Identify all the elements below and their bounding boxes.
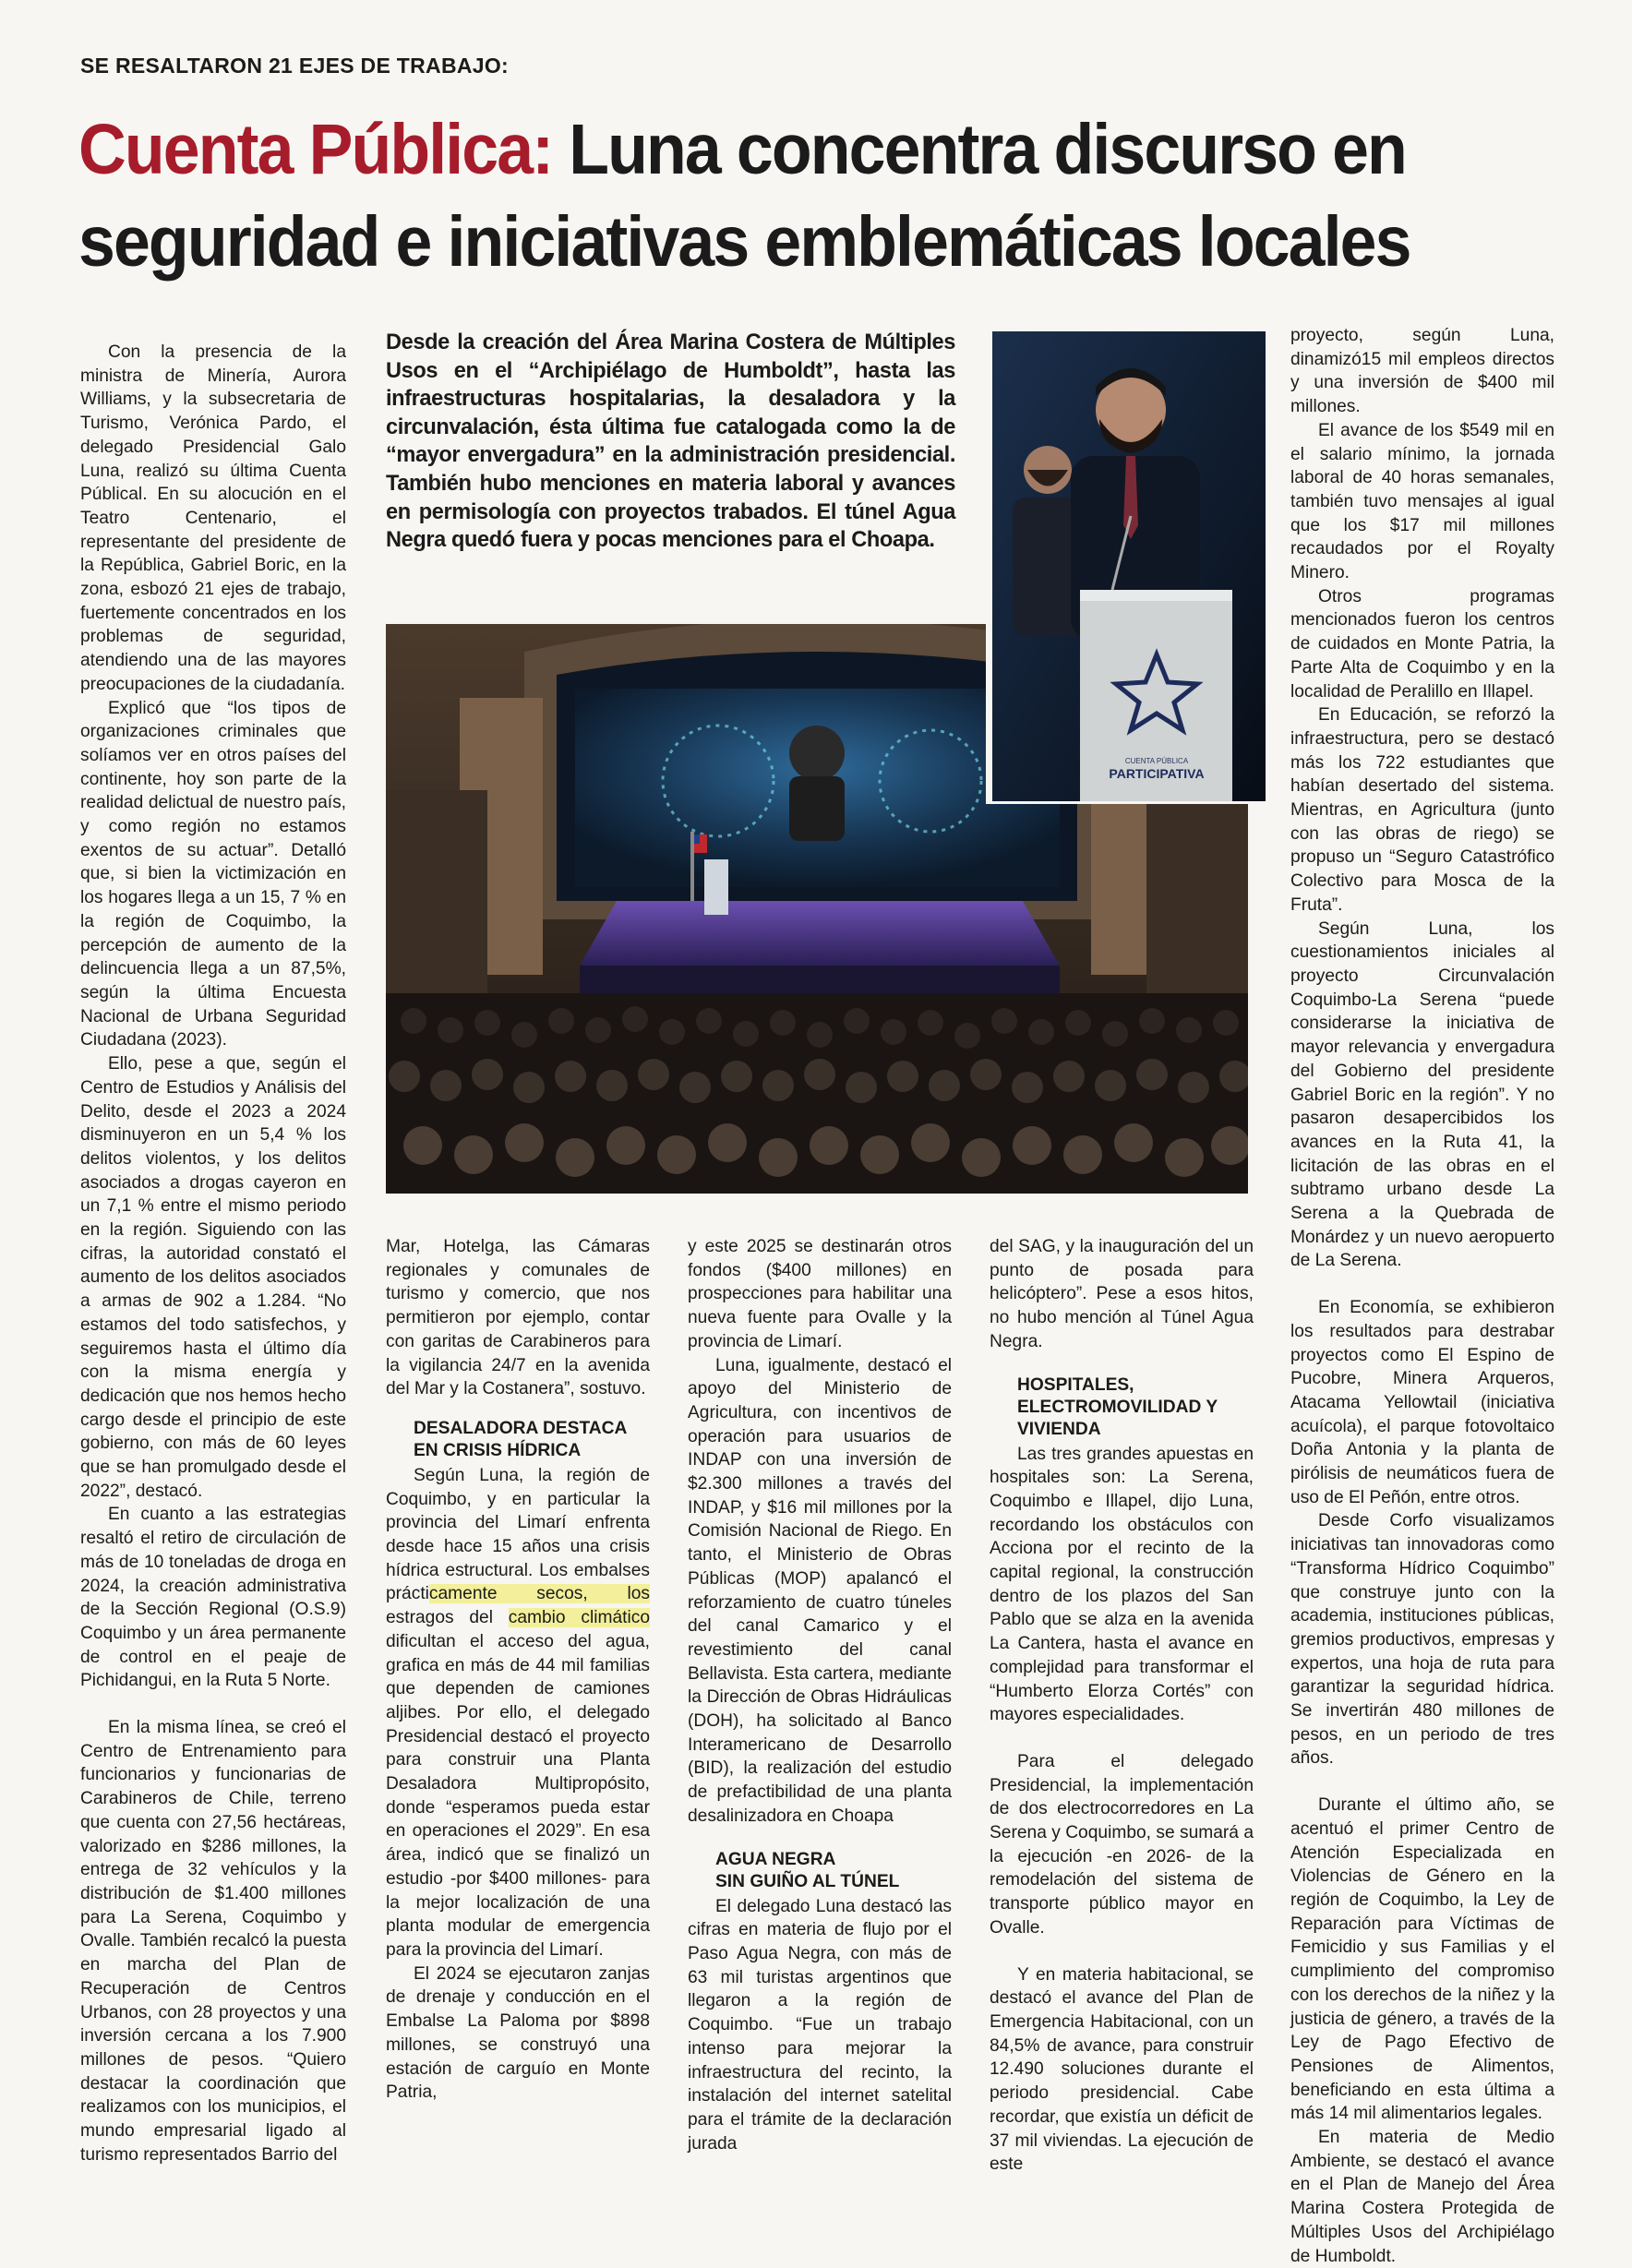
column-3 <box>688 1235 952 2155</box>
paragraph: En Educación, se reforzó la infraestructura, pero se destacó más los 722 estudiantes que habían desertado del sistema. Mientras, en Agricultura (junto con las obras de riego) se propuso un “Seguro Catastrófico Colectivo para Mosca de la Fruta”. <box>1290 705 1554 915</box>
paragraph: El 2024 se ejecutaron zanjas de drenaje y conducción en el Embalse La Paloma por $898 millones, se construyó una estación de carguío en Monte Patria, <box>386 1963 650 2103</box>
paragraph: Explicó que “los tipos de organizaciones criminales que solíamos ver en otros países del continente, hoy son parte de la realidad delictual de nuestro país, y como región no estamos exentos de su actuar”. Detalló que, si bien la victimización en los hogares llega a un 15, 7 % en la región de Coquimbo, la percepción de aumento de la delincuencia llega a un 87,5%, según la última Encuesta Nacional de Urbana Seguridad Ciudadana (2023). <box>80 698 346 1050</box>
podium-brand: PARTICIPATIVA <box>1109 766 1205 781</box>
speaker-illustration <box>992 331 1266 801</box>
paragraph: Ello, pese a que, según el Centro de Estudios y Análisis del Delito, desde el 2023 a 2024 disminuyeron en un 5,4 % los delitos violentos, y los delitos asociados a drogas cayeron en un 7,1 % entre el mismo periodo en la región. Siguiendo con las cifras, la autoridad constató el aumento de los delitos asociados a armas de 902 a 1.284. “No estamos del todo satisfechos, y seguiremos hasta el último día con la misma energía y dedicación que nos hemos hecho cargo desde el principio de este gobierno, con más de 60 leyes que se han promulgado desde el 2022”, destacó. <box>80 1054 346 1501</box>
headline-line2: seguridad e iniciativas emblemáticas locales <box>78 202 1410 282</box>
paragraph: Durante el último año, se acentuó el primer Centro de Atención Especializada en Violencias de Género en la región de Coquimbo, la Ley de Reparación para Víctimas de Femicidio y sus Familias y el cumplimiento del compromiso con los derechos de la niñez y la justicia de género, a través de la Ley de Pago Efectivo de Pensiones de Alimentos, beneficiando en esta última a más 14 mil alimentarios legales. <box>1290 1795 1554 2124</box>
paragraph: El avance de los $549 mil en el salario mínimo, la jornada laboral de 40 horas semanales, también tuvo mensajes al igual que los $17 mil millones recaudados por el Royalty Minero. <box>1290 420 1554 583</box>
section-heading: AGUA NEGRA SIN GUIÑO AL TÚNEL <box>715 1849 900 1891</box>
paragraph: Luna, igualmente, destacó el apoyo del Ministerio de Agricultura, con incentivos de operación para usuarios de INDAP con una inversión de $2.300 millones a través del INDAP, y $16 mil millones por la Comisión Nacional de Riego. En tanto, el Ministerio de Obras Públicas (MOP) apalancó el reforzamiento de cuatro túneles del canal Camarico y el revestimiento del canal Bellavista. Esta cartera, mediante la Dirección de Obras Hidráulicas (DOH), ha solicitado al Banco Interamericano de Desarrollo (BID), la realización del estudio de prefactibilidad de una planta desalinizadora en Choapa <box>688 1355 952 1826</box>
paragraph: El delegado Luna destacó las cifras en materia de flujo por el Paso Agua Negra, con más de 63 mil turistas argentinos que llegaron a la región de Coquimbo. “Fue un trabajo intenso para mejorar la infraestructura del recinto, la instalación del internet satelital para el trámite de la declaración jurada <box>688 1896 952 2154</box>
paragraph: y este 2025 se destinarán otros fondos ($400 millones) en prospecciones para habilitar una nueva fuente para Ovalle y la provincia de Limarí. <box>688 1237 952 1351</box>
highlighted-text: cambio climático <box>508 1608 650 1628</box>
section-heading: HOSPITALES, ELECTROMOVILIDAD Y VIVIENDA <box>1017 1374 1218 1439</box>
paragraph: Según Luna, la región de Coquimbo, y en particular la provincia del Limarí enfrenta desde hace 15 años una crisis hídrica estructural. Los embalses prácticamente secos, los estragos del cambio climático dificultan el acceso del agua, grafica en más de 44 mil familias que dependen de camiones aljibes. Por ello, el delegado Presidencial destacó el proyecto para construir una Planta Desaladora Multipropósito, donde “esperamos pueda estar en operaciones el 2029”. En esa área, indicó que se finalizó un estudio -por $400 millones- para la mejor localización de una planta modular de emergencia para la provincia del Limarí. <box>386 1465 650 1960</box>
paragraph: En materia de Medio Ambiente, se destacó el avance en el Plan de Manejo del Área Marina Costera Protegida de Múltiples Usos del Archipiélago de Humboldt. <box>1290 2128 1554 2266</box>
paragraph: Con la presencia de la ministra de Minería, Aurora Williams, y la subsecretaria de Turismo, Verónica Pardo, el delegado Presidencial Galo Luna, realizó su última Cuenta Públical. En su alocución en el Teatro Centenario, el representante del presidente de la República, Gabriel Boric, en la zona, esbozó 21 ejes de trabajo, fuertemente concentrados en los problemas de seguridad, atendiendo una de las mayores preocupaciones de la ciudadanía. <box>80 342 346 694</box>
paragraph: Otros programas mencionados fueron los centros de cuidados en Monte Patria, la Parte Alta de Coquimbo y en la localidad de Peralillo en Illapel. <box>1290 586 1554 702</box>
column-1 <box>80 341 346 2166</box>
paragraph: Mar, Hotelga, las Cámaras regionales y comunales de turismo y comercio, que nos permitieron por ejemplo, contar con garitas de Carabineros para la vigilancia 24/7 en la avenida del Mar y la Costanera”, sostuvo. <box>386 1237 650 1399</box>
podium-brand-small: CUENTA PÚBLICA <box>1124 757 1189 765</box>
paragraph: Las tres grandes apuestas en hospitales son: La Serena, Coquimbo e Illapel, dijo Luna, recordando los obstáculos con Acciona por el recinto de la capital regional, la construcción dentro de los plazos del San Pablo que se alza en la avenida La Cantera, hasta el avance en complejidad para transformar el “Humberto Elorza Cortés” con mayores especialidades. <box>990 1444 1254 1725</box>
column-5 <box>1290 324 1554 2268</box>
paragraph: proyecto, según Luna, dinamizó15 mil empleos directos y una inversión de $400 mil millones. <box>1290 326 1554 417</box>
paragraph: En la misma línea, se creó el Centro de Entrenamiento para funcionarios y funcionarias de Carabineros de Chile, terreno que cuenta con 27,56 hectáreas, valorizado en $286 millones, la entrega de 32 vehículos y la distribución de $1.400 millones para La Serena, Coquimbo y Ovalle. También recalcó la puesta en marcha del Plan de Recuperación de Centros Urbanos, con 28 proyectos y una inversión cercana a los 7.900 millones de pesos. “Quiero destacar la coordinación que realizamos con los municipios, el mundo empresarial ligado al turismo representados Barrio del <box>80 1718 346 2165</box>
paragraph: Desde Corfo visualizamos iniciativas tan innovadoras como “Transforma Hídrico Coquimbo” que construye junto con la academia, instituciones públicas, gremios productivos, empresas y expertos, una hoja de ruta para garantizar la seguridad hídrica. Se invertirán 480 millones de pesos, en un periodo de tres años. <box>1290 1511 1554 1769</box>
paragraph: Según Luna, los cuestionamientos iniciales al proyecto Circunvalación Coquimbo-La Serena “puede considerarse la iniciativa de mayor relevancia y envergadura del Gobierno del presidente Gabriel Boric en la región”. Y no pasaron desapercibidos los avances en la Ruta 41, la licitación de las obras en el subtramo urbano desde La Serena a la Quebrada de Monárdez y un nuevo aeropuerto de La Serena. <box>1290 918 1554 1271</box>
column-2 <box>386 1235 650 2105</box>
paragraph: En Economía, se exhibieron los resultados para destrabar proyectos como El Espino de Pucobre, Minera Arqueros, Atacama Yellowtail (iniciativa acuícola), el parque fotovoltaico Doña Antonia y la planta de pirólisis de neumáticos fuera de uso de El Peñón, entre otros. <box>1290 1298 1554 1507</box>
column-4 <box>990 1235 1254 2177</box>
paragraph: En cuanto a las estrategias resaltó el retiro de circulación de más de 10 toneladas de droga en 2024, la creación administrativa de la Sección Regional (O.S.9) Coquimbo y un área permanente de control en el peaje de Pichidangui, en la Ruta 5 Norte. <box>80 1505 346 1691</box>
paragraph: del SAG, y la inauguración del un punto de posada para helicóptero”. Pese a esos hitos, no hubo mención al Túnel Agua Negra. <box>990 1237 1254 1351</box>
headline <box>78 103 1452 288</box>
paragraph: Y en materia habitacional, se destacó el avance del Plan de Emergencia Habitacional, con un 84,5% de avance, para construir 12.490 soluciones durante el periodo presidencial. Cabe recordar, que existía un déficit de 37 mil viviendas. La ejecución de este <box>990 1964 1254 2175</box>
speaker-photo <box>990 330 1267 803</box>
headline-accent: Cuenta Pública: <box>78 110 553 189</box>
section-heading: DESALADORA DESTACA EN CRISIS HÍDRICA <box>414 1418 627 1460</box>
paragraph: Para el delegado Presidencial, la implementación de dos electrocorredores en La Serena y Coquimbo, se sumará a la ejecución -en 2026- de la remodelación del sistema de transporte público mayor en Ovalle. <box>990 1751 1254 1938</box>
highlighted-text: camente secos, los <box>428 1584 650 1604</box>
lead-paragraph: Desde la creación del Área Marina Costera de Múltiples Usos en el “Archipiélago de Humboldt”, hasta las infraestructuras hospitalarias, la desaladora y la circunvalación, ésta última fue catalogada como la de “mayor envergadura” en la administración presidencial. También hubo menciones en materia laboral y avances en permisología con proyectos trabados. El túnel Agua Negra quedó fuera y pocas menciones para el Choapa. <box>386 330 955 553</box>
headline-rest: Luna concentra discurso en <box>552 110 1406 189</box>
kicker: SE RESALTARON 21 EJES DE TRABAJO: <box>80 54 510 78</box>
